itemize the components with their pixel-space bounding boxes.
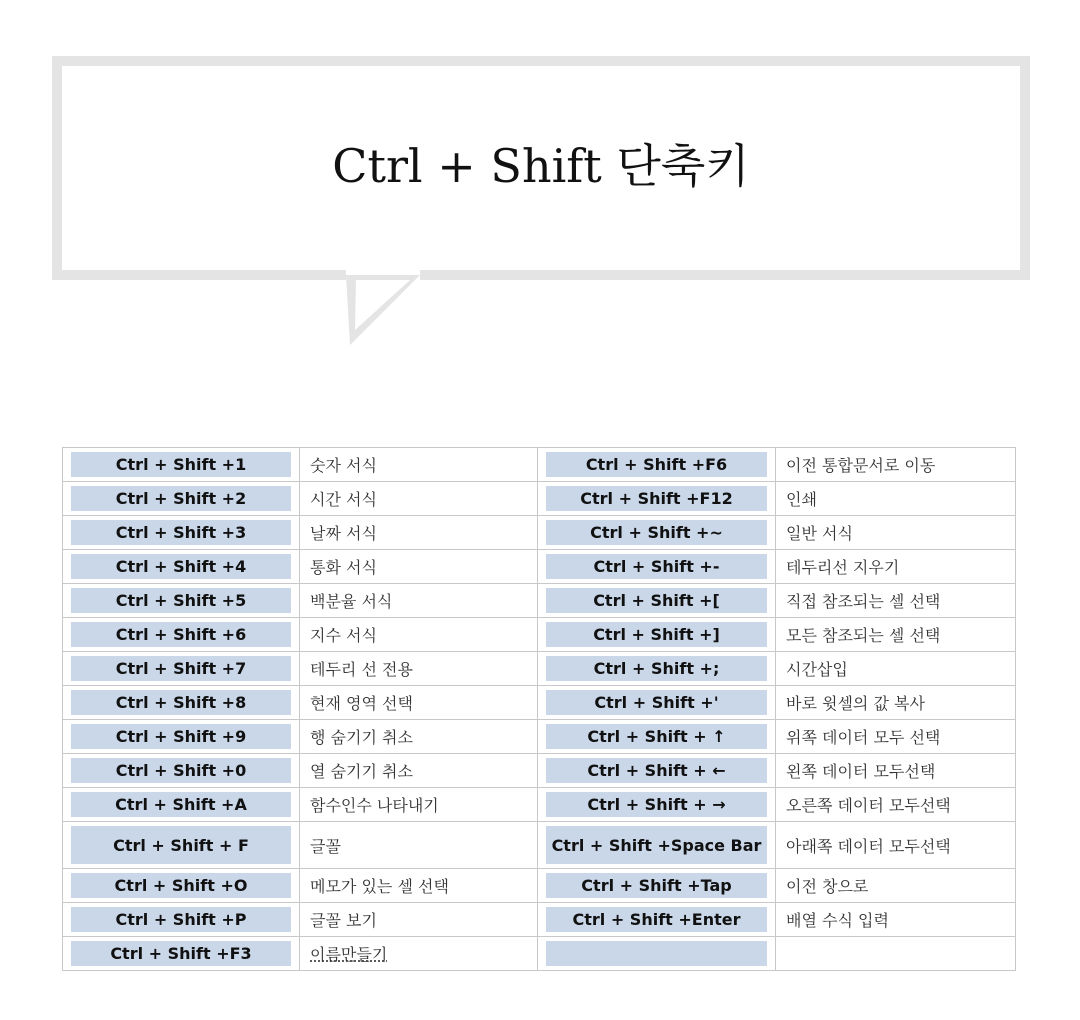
shortcut-description-cell [300,618,538,652]
table-row [63,903,1016,937]
shortcut-key-label: Ctrl + Shift + F [71,826,291,864]
shortcut-key-label: Ctrl + Shift +F6 [546,452,767,477]
shortcut-key-label: Ctrl + Shift +A [71,792,291,817]
shortcut-key-label: Ctrl + Shift +F3 [71,941,291,966]
shortcut-description-cell [776,550,1016,584]
shortcut-key-cell [63,788,300,822]
shortcut-key-cell [63,618,300,652]
shortcut-key-cell [538,903,776,937]
shortcut-description: 테두리 선 전용 [310,660,413,679]
shortcut-key-label: Ctrl + Shift +[ [546,588,767,613]
table-row [63,618,1016,652]
shortcut-key-label: Ctrl + Shift +8 [71,690,291,715]
shortcut-description-cell [776,937,1016,971]
shortcut-description-cell [776,869,1016,903]
shortcut-description-cell [776,720,1016,754]
shortcut-description: 함수인수 나타내기 [310,796,439,815]
shortcut-description: 현재 영역 선택 [310,694,413,713]
shortcut-key-cell [63,822,300,869]
shortcut-key-label: Ctrl + Shift + ← [546,758,767,783]
page-title: Ctrl + Shift 단축키 [332,139,750,193]
shortcut-key-cell [538,448,776,482]
shortcut-description-cell [776,448,1016,482]
shortcut-key-cell [63,686,300,720]
shortcut-description-cell [300,788,538,822]
table-row [63,550,1016,584]
table-row [63,482,1016,516]
shortcut-key-label: Ctrl + Shift + → [546,792,767,817]
shortcut-description-cell [300,516,538,550]
shortcut-description: 테두리선 지우기 [786,558,900,577]
shortcut-key-label: Ctrl + Shift +O [71,873,291,898]
shortcut-description: 숫자 서식 [310,456,377,475]
shortcut-description: 지수 서식 [310,626,377,645]
table-row [63,754,1016,788]
shortcut-key-cell [538,482,776,516]
shortcut-description-cell [300,448,538,482]
shortcut-description: 메모가 있는 셀 선택 [310,877,449,896]
shortcut-description: 직접 참조되는 셀 선택 [786,592,941,611]
table-row [63,652,1016,686]
shortcut-key-label: Ctrl + Shift +F12 [546,486,767,511]
shortcut-key-cell [538,937,776,971]
shortcut-description-cell [300,584,538,618]
shortcut-key-cell [63,720,300,754]
shortcut-description-cell [300,903,538,937]
shortcut-key-label: Ctrl + Shift + ↑ [546,724,767,749]
shortcut-key-label: Ctrl + Shift +~ [546,520,767,545]
shortcut-key-cell [538,618,776,652]
shortcut-key-label: Ctrl + Shift +7 [71,656,291,681]
shortcut-key-label: Ctrl + Shift +2 [71,486,291,511]
shortcut-description: 시간삽입 [786,660,848,679]
table-row [63,788,1016,822]
shortcut-key-label: Ctrl + Shift +' [546,690,767,715]
shortcut-description-cell [300,754,538,788]
table-row [63,869,1016,903]
shortcut-description-cell [776,584,1016,618]
shortcut-description-cell [300,482,538,516]
shortcut-description-cell [300,686,538,720]
shortcut-description-cell [776,788,1016,822]
shortcut-description: 이전 통합문서로 이동 [786,456,936,475]
shortcut-key-label: Ctrl + Shift +6 [71,622,291,647]
shortcut-description-cell [300,937,538,971]
shortcut-key-cell [63,754,300,788]
shortcut-description: 글꼴 [310,836,341,856]
shortcut-key-cell [538,686,776,720]
shortcut-description: 이전 창으로 [786,877,869,896]
shortcut-description: 왼쪽 데이터 모두선택 [786,762,936,781]
shortcut-description: 통화 서식 [310,558,377,577]
shortcut-description: 이름만들기 [310,945,388,964]
shortcut-key-label: Ctrl + Shift +P [71,907,291,932]
shortcut-description-cell [776,482,1016,516]
table-row [63,937,1016,971]
shortcut-key-cell [538,869,776,903]
shortcut-description-cell [300,720,538,754]
shortcut-description-cell [776,652,1016,686]
shortcut-key-label: Ctrl + Shift +4 [71,554,291,579]
shortcut-description: 시간 서식 [310,490,377,509]
shortcut-key-label: Ctrl + Shift +] [546,622,767,647]
shortcut-key-label: Ctrl + Shift +5 [71,588,291,613]
shortcut-key-cell [538,516,776,550]
shortcut-description-cell [300,869,538,903]
shortcut-description: 바로 윗셀의 값 복사 [786,694,925,713]
shortcut-description: 모든 참조되는 셀 선택 [786,626,941,645]
shortcut-key-cell [538,822,776,869]
shortcut-description: 행 숨기기 취소 [310,728,413,747]
shortcut-description-cell [300,550,538,584]
shortcut-table [62,447,1016,971]
shortcut-description-cell [300,652,538,686]
shortcut-key-cell [538,720,776,754]
shortcut-key-label: Ctrl + Shift +Enter [546,907,767,932]
shortcut-key-cell [63,652,300,686]
shortcut-key-cell [63,482,300,516]
shortcut-key-label: Ctrl + Shift +3 [71,520,291,545]
table-row [63,516,1016,550]
shortcut-key-cell [538,788,776,822]
shortcut-key-cell [63,516,300,550]
shortcut-description-cell [776,822,1016,869]
shortcut-description: 백분율 서식 [310,592,393,611]
shortcut-description: 아래쪽 데이터 모두선택 [786,836,951,856]
shortcut-key-cell [63,550,300,584]
table-row [63,584,1016,618]
shortcut-key-cell [538,584,776,618]
shortcut-description-cell [776,903,1016,937]
shortcut-key-label: Ctrl + Shift +- [546,554,767,579]
shortcut-key-label [546,941,767,966]
shortcut-description: 오른쪽 데이터 모두선택 [786,796,951,815]
shortcut-key-cell [63,937,300,971]
shortcut-key-cell [63,869,300,903]
shortcut-description: 날짜 서식 [310,524,377,543]
table-row [63,448,1016,482]
shortcut-description-cell [776,754,1016,788]
shortcut-key-label: Ctrl + Shift +Space Bar [546,826,767,864]
shortcut-key-label: Ctrl + Shift +1 [71,452,291,477]
shortcut-key-label: Ctrl + Shift +; [546,656,767,681]
shortcut-key-cell [538,550,776,584]
shortcut-key-cell [538,754,776,788]
shortcut-key-cell [63,584,300,618]
shortcut-description-cell [776,618,1016,652]
shortcut-description: 열 숨기기 취소 [310,762,413,781]
shortcut-description: 위쪽 데이터 모두 선택 [786,728,941,747]
table-row [63,686,1016,720]
shortcut-key-label: Ctrl + Shift +Tap [546,873,767,898]
table-row [63,822,1016,869]
shortcut-description: 인쇄 [786,490,817,509]
shortcut-description-cell [776,686,1016,720]
shortcut-description-cell [776,516,1016,550]
shortcut-key-label: Ctrl + Shift +9 [71,724,291,749]
shortcut-key-cell [538,652,776,686]
shortcut-description: 일반 서식 [786,524,853,543]
table-row [63,720,1016,754]
shortcut-key-label: Ctrl + Shift +0 [71,758,291,783]
shortcut-key-cell [63,903,300,937]
shortcut-description-cell [300,822,538,869]
shortcut-key-cell [63,448,300,482]
shortcut-description: 글꼴 보기 [310,911,377,930]
shortcut-description: 배열 수식 입력 [786,911,889,930]
